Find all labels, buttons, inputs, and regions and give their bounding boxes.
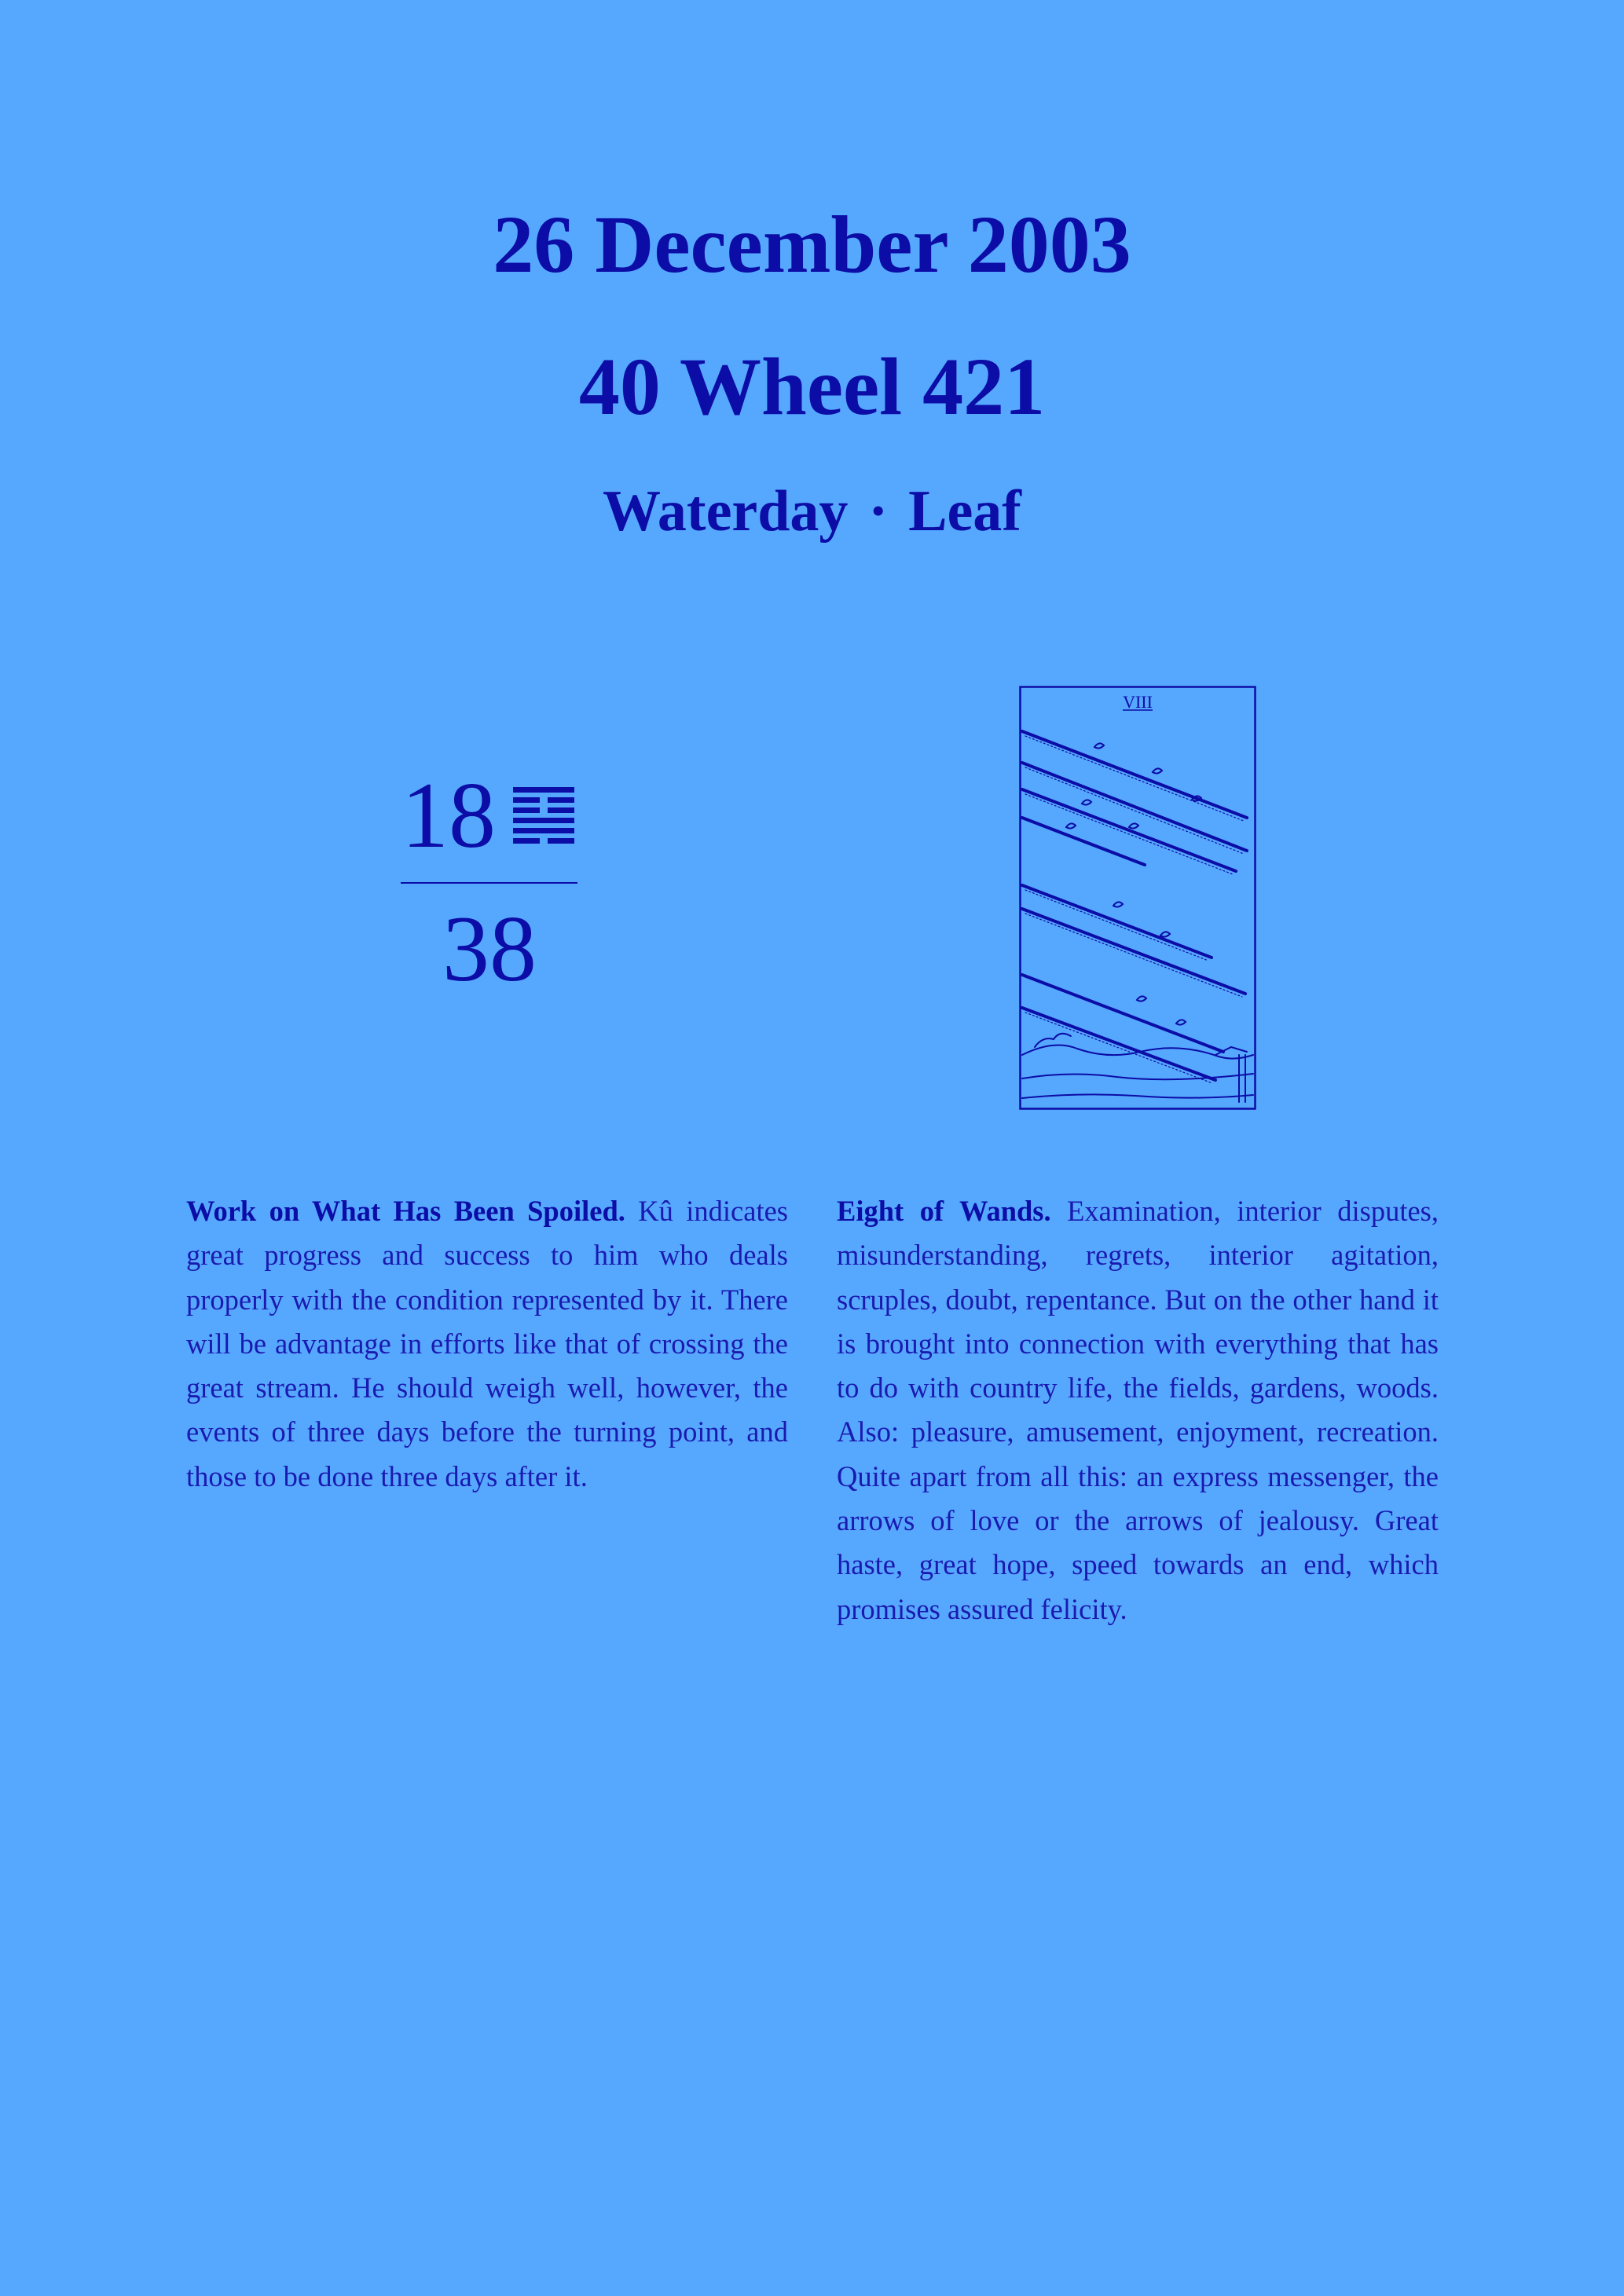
hexagram-secondary-number: 38 bbox=[442, 896, 537, 1001]
eight-of-wands-card-icon bbox=[1019, 686, 1256, 1110]
tarot-reading-body: Examination, interior disputes, misunderstanding, regrets, interior agitation, scruples, doubt, repentance. But on the other hand it is brought into connection with everything that has to do with country life, the fields, gardens, woods. Also: pleasure, amusement, enjoyment, recreation. Quite apart from all this: an express messenger, the arrows of love or the arrows of jealousy. Great haste, great hope, speed towards an end, which promises assured felicity. bbox=[837, 1195, 1439, 1625]
hexagram-18-ku-icon bbox=[513, 787, 574, 844]
hexagram-reading-heading: Work on What Has Been Spoiled. bbox=[186, 1195, 625, 1227]
wheel-date-title: 40 Wheel 421 bbox=[578, 342, 1046, 432]
fraction-rule bbox=[401, 882, 577, 884]
weekday-label: Waterday bbox=[603, 479, 849, 544]
weekday-separator: · bbox=[868, 479, 889, 544]
hexagram-reading-body: Kû indicates great progress and success to him who deals properly with the condition represented by it. There will be advantage in efforts like that of crossing the great stream. He should weigh well, however, the events of three days before the turning point, and those to be done three days after it. bbox=[186, 1195, 789, 1492]
day-sign-label: Leaf bbox=[908, 479, 1021, 544]
hexagram-number: 18 bbox=[401, 763, 496, 867]
tarot-reading bbox=[837, 1189, 1439, 1631]
gregorian-date-title: 26 December 2003 bbox=[493, 200, 1131, 290]
hexagram-reading bbox=[186, 1189, 788, 1499]
tarot-reading-heading: Eight of Wands. bbox=[837, 1195, 1051, 1227]
weekday-line bbox=[0, 478, 1624, 545]
tarot-numeral: VIII bbox=[1123, 692, 1153, 712]
